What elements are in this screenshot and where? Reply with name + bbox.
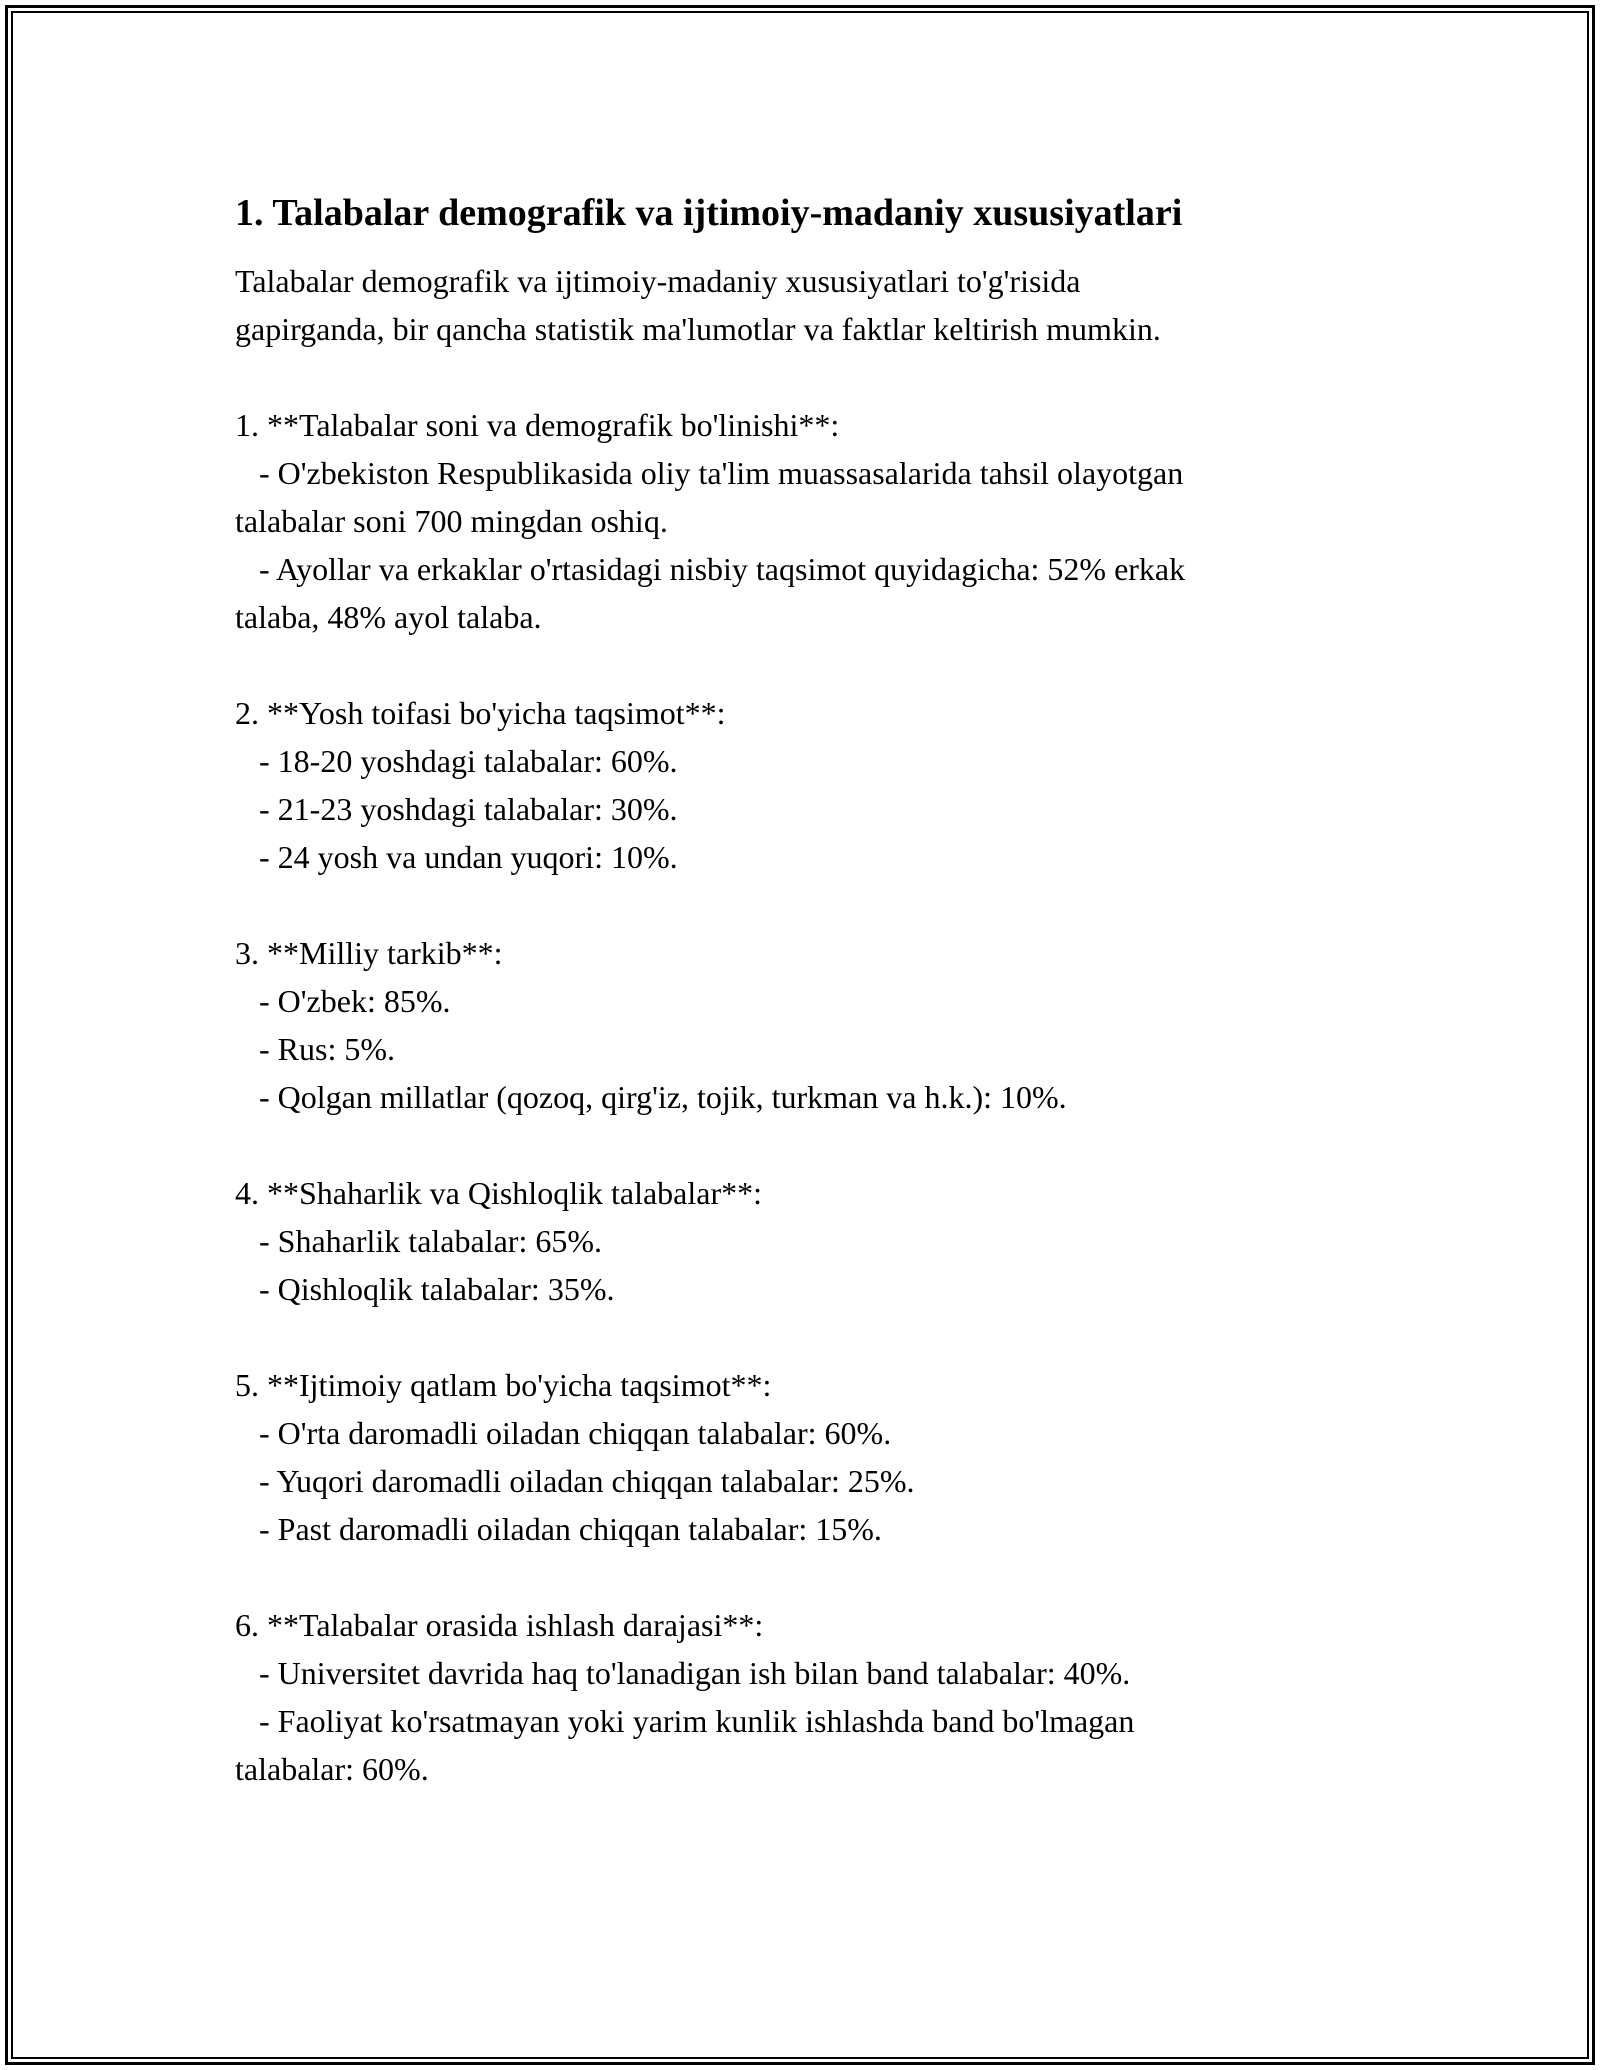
list-item: - 21-23 yoshdagi talabalar: 30%. <box>235 791 678 827</box>
list-item: - Yuqori daromadli oiladan chiqqan talabalar: 25%. <box>235 1463 915 1499</box>
list-section-4 <box>235 1169 1395 1313</box>
list-item: - O'rta daromadli oiladan chiqqan talabalar: 60%. <box>235 1415 892 1451</box>
list-item: talabalar soni 700 mingdan oshiq. <box>235 503 668 539</box>
intro-paragraph <box>235 257 1395 353</box>
list-item: - O'zbek: 85%. <box>235 983 451 1019</box>
list-item: - Past daromadli oiladan chiqqan talabalar: 15%. <box>235 1511 882 1547</box>
list-item: - Rus: 5%. <box>235 1031 395 1067</box>
list-item: talabalar: 60%. <box>235 1751 429 1787</box>
list-item: talaba, 48% ayol talaba. <box>235 599 542 635</box>
section-heading: 3. **Milliy tarkib**: <box>235 935 503 971</box>
list-item: - Qolgan millatlar (qozoq, qirg'iz, tojik, turkman va h.k.): 10%. <box>235 1079 1067 1115</box>
list-item: - Universitet davrida haq to'lanadigan ish bilan band talabalar: 40%. <box>235 1655 1131 1691</box>
list-item: - Shaharlik talabalar: 65%. <box>235 1223 602 1259</box>
list-section-5 <box>235 1361 1395 1553</box>
intro-line: gapirganda, bir qancha statistik ma'lumotlar va faktlar keltirish mumkin. <box>235 311 1161 347</box>
list-section-6 <box>235 1601 1395 1793</box>
section-heading: 4. **Shaharlik va Qishloqlik talabalar**: <box>235 1175 762 1211</box>
document-page <box>235 182 1395 1841</box>
intro-line: Talabalar demografik va ijtimoiy-madaniy xususiyatlari to'g'risida <box>235 263 1081 299</box>
section-heading: 6. **Talabalar orasida ishlash darajasi**: <box>235 1607 764 1643</box>
list-item: - Faoliyat ko'rsatmayan yoki yarim kunlik ishlashda band bo'lmagan <box>235 1703 1135 1739</box>
list-section-1 <box>235 401 1395 641</box>
list-item: - 24 yosh va undan yuqori: 10%. <box>235 839 678 875</box>
list-section-2 <box>235 689 1395 881</box>
section-heading: 1. **Talabalar soni va demografik bo'linishi**: <box>235 407 840 443</box>
list-item: - Qishloqlik talabalar: 35%. <box>235 1271 615 1307</box>
document-title: 1. Talabalar demografik va ijtimoiy-madaniy xususiyatlari <box>235 192 1183 234</box>
section-heading: 2. **Yosh toifasi bo'yicha taqsimot**: <box>235 695 726 731</box>
section-heading: 5. **Ijtimoiy qatlam bo'yicha taqsimot**: <box>235 1367 772 1403</box>
list-section-3 <box>235 929 1395 1121</box>
list-item: - Ayollar va erkaklar o'rtasidagi nisbiy taqsimot quyidagicha: 52% erkak <box>235 551 1186 587</box>
statistics-list <box>235 401 1395 1793</box>
list-item: - 18-20 yoshdagi talabalar: 60%. <box>235 743 678 779</box>
list-item: - O'zbekiston Respublikasida oliy ta'lim muassasalarida tahsil olayotgan <box>235 455 1184 491</box>
